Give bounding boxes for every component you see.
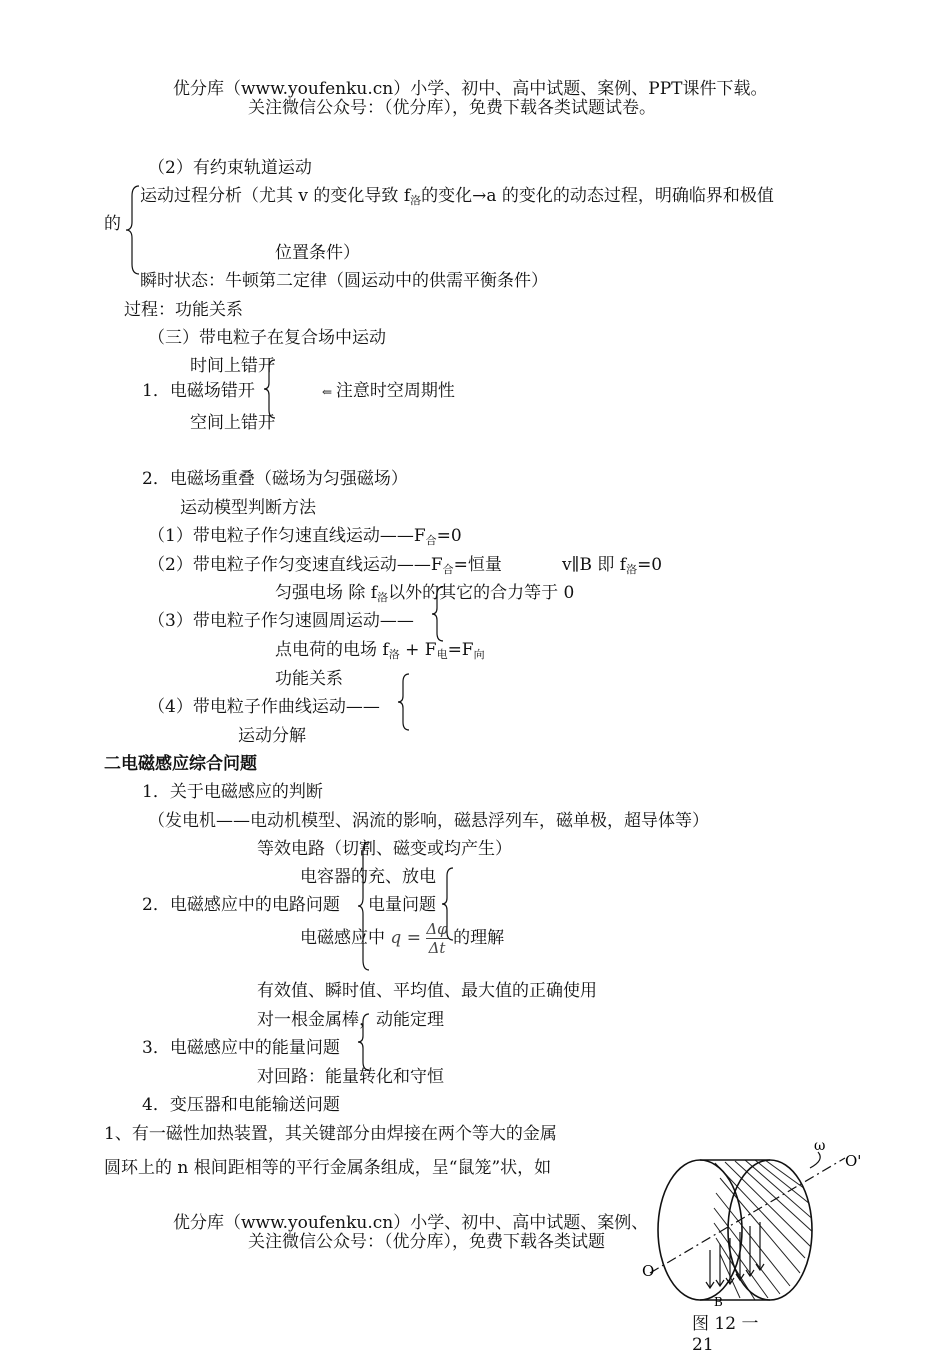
constrained-title: （2）有约束轨道运动 [148, 158, 312, 178]
compound-title: （三）带电粒子在复合场中运动 [148, 328, 386, 348]
constrained-line1: 运动过程分析（尤其 v 的变化导致 $f_洛$的变化→a 的变化的动态过程，明确临界和极值 [140, 186, 774, 207]
problem-line2: 圆环上的 n 根间距相等的平行金属条组成，呈“鼠笼”状，如 [104, 1158, 552, 1178]
left-brace-icon [396, 672, 412, 732]
label-b: B [714, 1295, 723, 1308]
charge-problem: 电量问题 [368, 895, 436, 915]
figure-caption-number: 21 [692, 1335, 714, 1355]
constrained-line3: 位置条件） [275, 243, 360, 263]
equivalent-circuit: 等效电路（切割、磁变或均产生） [257, 839, 512, 859]
arrow-right-icon: → [472, 186, 487, 206]
space-separated: 空间上错开 [190, 413, 275, 433]
rotation-arrow-icon [810, 1152, 820, 1168]
arrow-left-icon: ⇐ [322, 385, 336, 399]
label-o-prime: O' [845, 1152, 862, 1170]
case-3-point-charge: 点电荷的电场 $f_洛 + F_电=F_向$ [275, 640, 485, 661]
compound-item2: 2．电磁场重叠（磁场为匀强磁场） [142, 469, 408, 489]
capacitor-charge: 电容器的充、放电 [300, 867, 436, 887]
header-line2: 关注微信公众号：（优分库），免费下载各类试题试卷。 [248, 98, 656, 118]
loop-energy: 对回路：能量转化和守恒 [257, 1067, 444, 1087]
case-2: （2）带电粒子作匀变速直线运动$——F_合=$恒量 [148, 555, 502, 576]
note-periodicity: ⇐ 注意时空周期性 [322, 381, 455, 401]
figure-caption: 图 12 一 [692, 1314, 759, 1334]
compound-item1: 1．电磁场错开 [142, 381, 255, 401]
time-separated: 时间上错开 [190, 356, 275, 376]
case-4: （4）带电粒子作曲线运动—— [148, 697, 380, 717]
constrained-line2: 的 [104, 214, 121, 234]
left-brace-icon [430, 585, 446, 643]
case-4-decompose: 运动分解 [238, 726, 306, 746]
left-brace-icon [262, 358, 278, 420]
footer-line2: 关注微信公众号：（优分库），免费下载各类试题 [248, 1232, 605, 1252]
induction-title: 二电磁感应综合问题 [104, 754, 257, 774]
constrained-line4: 瞬时状态：牛顿第二定律（圆运动中的供需平衡条件） [140, 271, 548, 291]
motion-model-method: 运动模型判断方法 [180, 498, 316, 518]
induction-item4: 4．变压器和电能输送问题 [142, 1095, 340, 1115]
squirrel-cage-figure [640, 1138, 870, 1308]
charge-formula: $\frac{\Delta\varphi}{\Delta t}$ [426, 920, 448, 957]
metal-rod: 对一根金属棒，动能定理 [257, 1010, 444, 1030]
field-arrows [706, 1222, 764, 1288]
case-1: （1）带电粒子作匀速直线运动$——F_合=0$ [148, 526, 462, 547]
induction-item1: 1．关于电磁感应的判断 [142, 782, 323, 802]
problem-line1: 1、有一磁性加热装置，其关键部分由焊接在两个等大的金属 [104, 1124, 557, 1144]
values-usage: 有效值、瞬时值、平均值、最大值的正确使用 [257, 981, 597, 1001]
case-3-uniform-field: 匀强电场 除 $f_洛$以外的其它的合力等于 0 [275, 583, 575, 604]
case-3: （3）带电粒子作匀速圆周运动—— [148, 611, 414, 631]
formula-lhs: q = [390, 928, 421, 948]
header-line1: 优分库（www.youfenku.cn）小学、初中、高中试题、案例、PPT课件下载。 [173, 79, 768, 99]
induction-item1-detail: （发电机——电动机模型、涡流的影响，磁悬浮列车，磁单极，超导体等） [148, 811, 709, 831]
label-omega: ω [814, 1138, 826, 1154]
case-2-condition: v∥B 即 $f_洛=0$ [562, 555, 663, 576]
left-brace-icon [356, 1012, 372, 1072]
constrained-line5: 过程：功能关系 [124, 300, 243, 320]
case-4-energy: 功能关系 [275, 669, 343, 689]
induction-item2: 2．电磁感应中的电路问题 [142, 895, 340, 915]
rotation-axis [650, 1158, 845, 1273]
label-o: O [642, 1262, 655, 1280]
footer-line1: 优分库（www.youfenku.cn）小学、初中、高中试题、案例、 [173, 1213, 649, 1233]
induction-item3: 3．电磁感应中的能量问题 [142, 1038, 340, 1058]
charge-formula-line: 电磁感应中 q = $\frac{\Delta\varphi}{\Delta t}$ 的理解 [300, 920, 505, 957]
left-brace-icon [124, 184, 142, 276]
